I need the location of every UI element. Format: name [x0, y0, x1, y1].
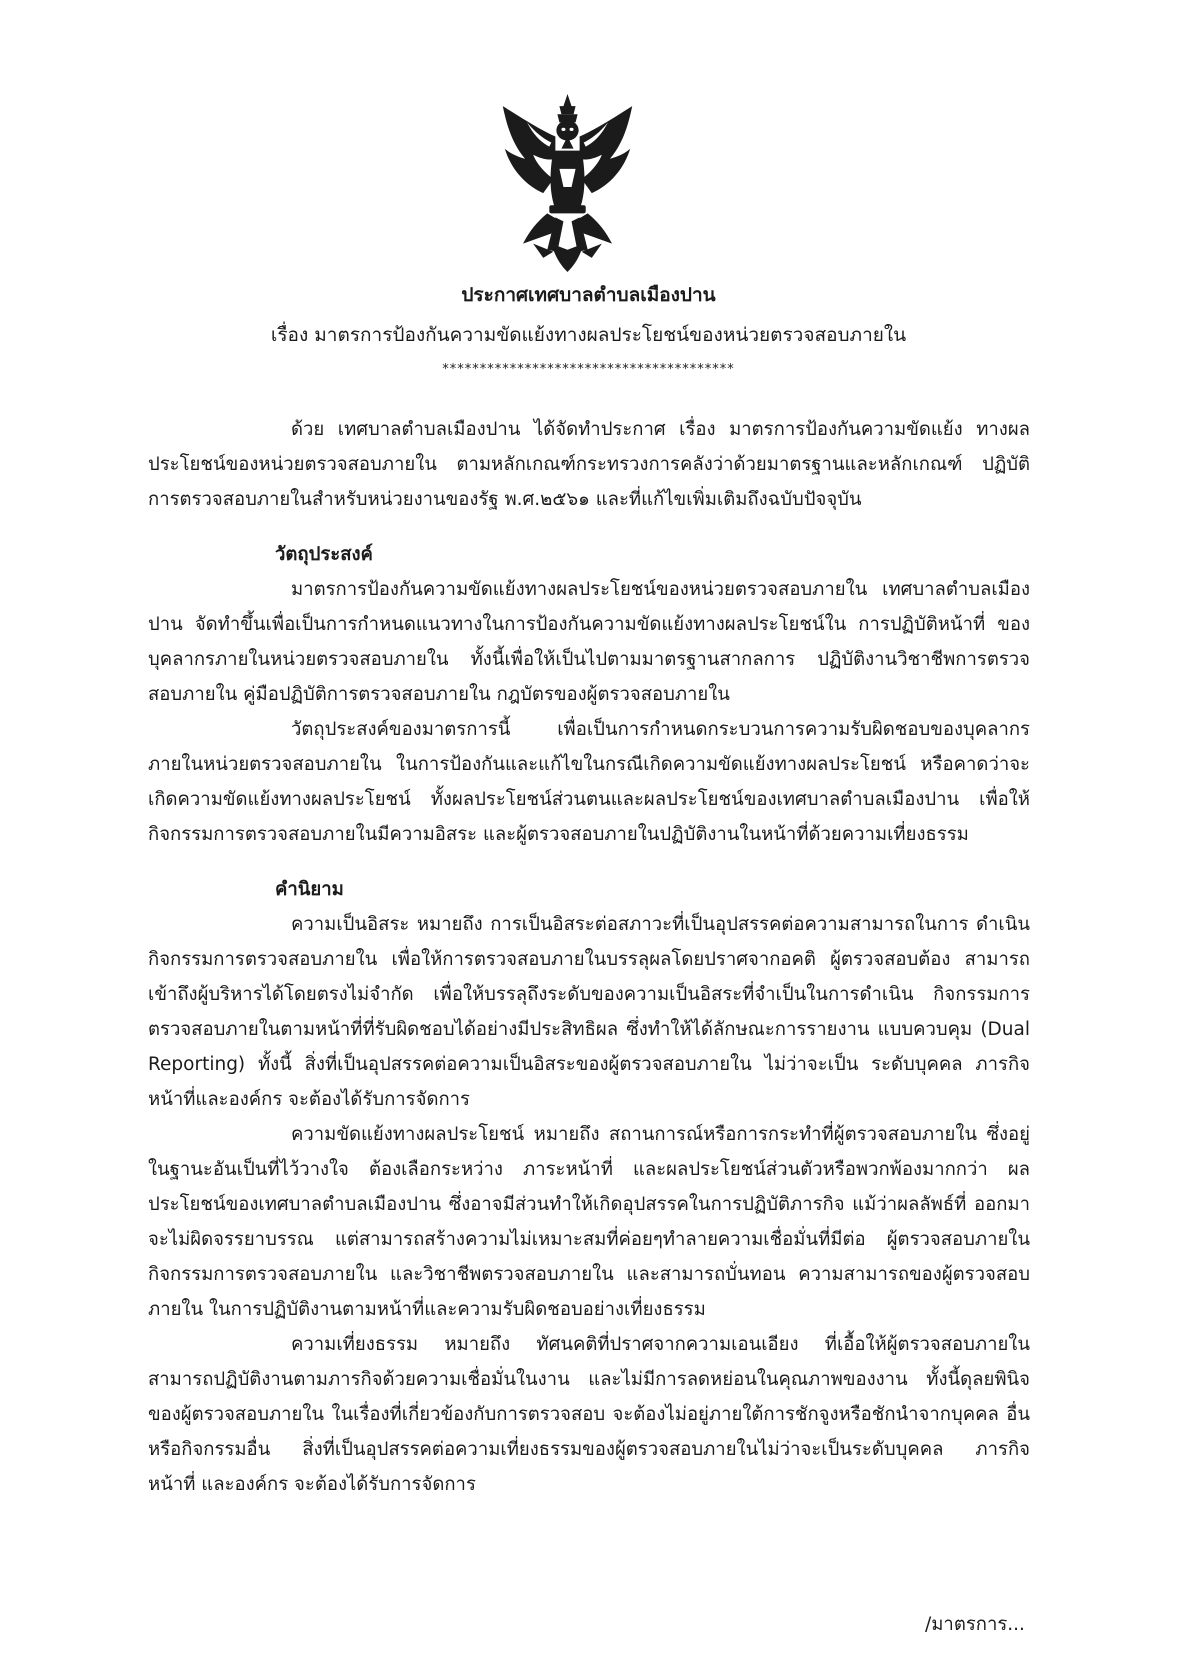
objective-heading: วัตถุประสงค์ [275, 544, 373, 565]
announcement-subject: เรื่อง มาตรการป้องกันความขัดแย้งทางผลประโยชน์ของหน่วยตรวจสอบภายใน [270, 324, 907, 346]
definition-objectivity: ความเที่ยงธรรม หมายถึง ทัศนคติที่ปราศจากความเอนเอียง ที่เอื้อให้ผู้ตรวจสอบภายใน สามารถปฏิบัติงานตามภารกิจด้วยความเชื่อมั่นในงาน และไม่มีการลดหย่อนในคุณภาพของงาน ทั้งนี้ดุลยพินิจ ของผู้ตรวจสอบภายใน ในเรื่องที่เกี่ยวข้องกับการตรวจสอบ จะต้องไม่อยู่ภายใต้การชักจูงหรือชักนำจากบุคคล อื่นหรือกิจกรรมอื่น สิ่งที่เป็นอุปสรรคต่อความเที่ยงธรรมของผู้ตรวจสอบภายในไม่ว่าจะเป็นระดับบุคคล ภารกิจ หน้าที่ และองค์กร จะต้องได้รับการจัดการ [148, 1334, 1030, 1495]
objective-paragraph-1: มาตรการป้องกันความขัดแย้งทางผลประโยชน์ของหน่วยตรวจสอบภายใน เทศบาลตำบลเมืองปาน จัดทำขึ้นเพื่อเป็นการกำหนดแนวทางในการป้องกันความขัดแย้งทางผลประโยชน์ใน การปฏิบัติหน้าที่ ของบุคลากรภายในหน่วยตรวจสอบภายใน ทั้งนี้เพื่อให้เป็นไปตามมาตรฐานสากลการ ปฏิบัติงานวิชาชีพการตรวจสอบภายใน คู่มือปฏิบัติการตรวจสอบภายใน กฎบัตรของผู้ตรวจสอบภายใน [148, 579, 1030, 705]
announcement-title: ประกาศเทศบาลตำบลเมืองปาน [461, 284, 716, 306]
separator-line: *************************************** [442, 362, 735, 377]
objective-paragraph-2: วัตถุประสงค์ของมาตรการนี้ เพื่อเป็นการกำหนดกระบวนการความรับผิดชอบของบุคลากร ภายในหน่วยตรวจสอบภายใน ในการป้องกันและแก้ไขในกรณีเกิดความขัดแย้งทางผลประโยชน์ หรือคาดว่าจะ เกิดความขัดแย้งทางผลประโยชน์ ทั้งผลประโยชน์ส่วนตนและผลประโยชน์ของเทศบาลตำบลเมืองปาน เพื่อให้ กิจกรรมการตรวจสอบภายในมีความอิสระ และผู้ตรวจสอบภายในปฏิบัติงานในหน้าที่ด้วยความเที่ยงธรรม [148, 719, 1030, 845]
definitions-heading: คำนิยาม [275, 879, 344, 900]
definition-conflict-of-interest: ความขัดแย้งทางผลประโยชน์ หมายถึง สถานการณ์หรือการกระทำที่ผู้ตรวจสอบภายใน ซึ่งอยู่ในฐานะอันเป็นที่ไว้วางใจ ต้องเลือกระหว่าง ภาระหน้าที่ และผลประโยชน์ส่วนตัวหรือพวกพ้องมากกว่า ผลประโยชน์ของเทศบาลตำบลเมืองปาน ซึ่งอาจมีส่วนทำให้เกิดอุปสรรคในการปฏิบัติภารกิจ แม้ว่าผลลัพธ์ที่ ออกมาจะไม่ผิดจรรยาบรรณ แต่สามารถสร้างความไม่เหมาะสมที่ค่อยๆทำลายความเชื่อมั่นที่มีต่อ ผู้ตรวจสอบภายใน กิจกรรมการตรวจสอบภายใน และวิชาชีพตรวจสอบภายใน และสามารถบั่นทอน ความสามารถของผู้ตรวจสอบภายใน ในการปฏิบัติงานตามหน้าที่และความรับผิดชอบอย่างเที่ยงธรรม [148, 1124, 1030, 1320]
garuda-emblem-icon [495, 92, 640, 274]
definition-independence: ความเป็นอิสระ หมายถึง การเป็นอิสระต่อสภาวะที่เป็นอุปสรรคต่อความสามารถในการ ดำเนินกิจกรรมการตรวจสอบภายใน เพื่อให้การตรวจสอบภายในบรรลุผลโดยปราศจากอคติ ผู้ตรวจสอบต้อง สามารถเข้าถึงผู้บริหารได้โดยตรงไม่จำกัด เพื่อให้บรรลุถึงระดับของความเป็นอิสระที่จำเป็นในการดำเนิน กิจกรรมการตรวจสอบภายในตามหน้าที่ที่รับผิดชอบได้อย่างมีประสิทธิผล ซึ่งทำให้ได้ลักษณะการรายงาน แบบควบคุม (Dual Reporting) ทั้งนี้ สิ่งที่เป็นอุปสรรคต่อความเป็นอิสระของผู้ตรวจสอบภายใน ไม่ว่าจะเป็น ระดับบุคคล ภารกิจ หน้าที่และองค์กร จะต้องได้รับการจัดการ [148, 914, 1030, 1110]
document-body [148, 412, 1030, 1502]
continuation-note: /มาตรการ... [925, 1614, 1025, 1635]
intro-paragraph: ด้วย เทศบาลตำบลเมืองปาน ได้จัดทำประกาศ เรื่อง มาตรการป้องกันความขัดแย้ง ทางผลประโยชน์ของหน่วยตรวจสอบภายใน ตามหลักเกณฑ์กระทรวงการคลังว่าด้วยมาตรฐานและหลักเกณฑ์ ปฏิบัติการตรวจสอบภายในสำหรับหน่วยงานของรัฐ พ.ศ.๒๕๖๑ และที่แก้ไขเพิ่มเติมถึงฉบับปัจจุบัน [148, 419, 1030, 510]
